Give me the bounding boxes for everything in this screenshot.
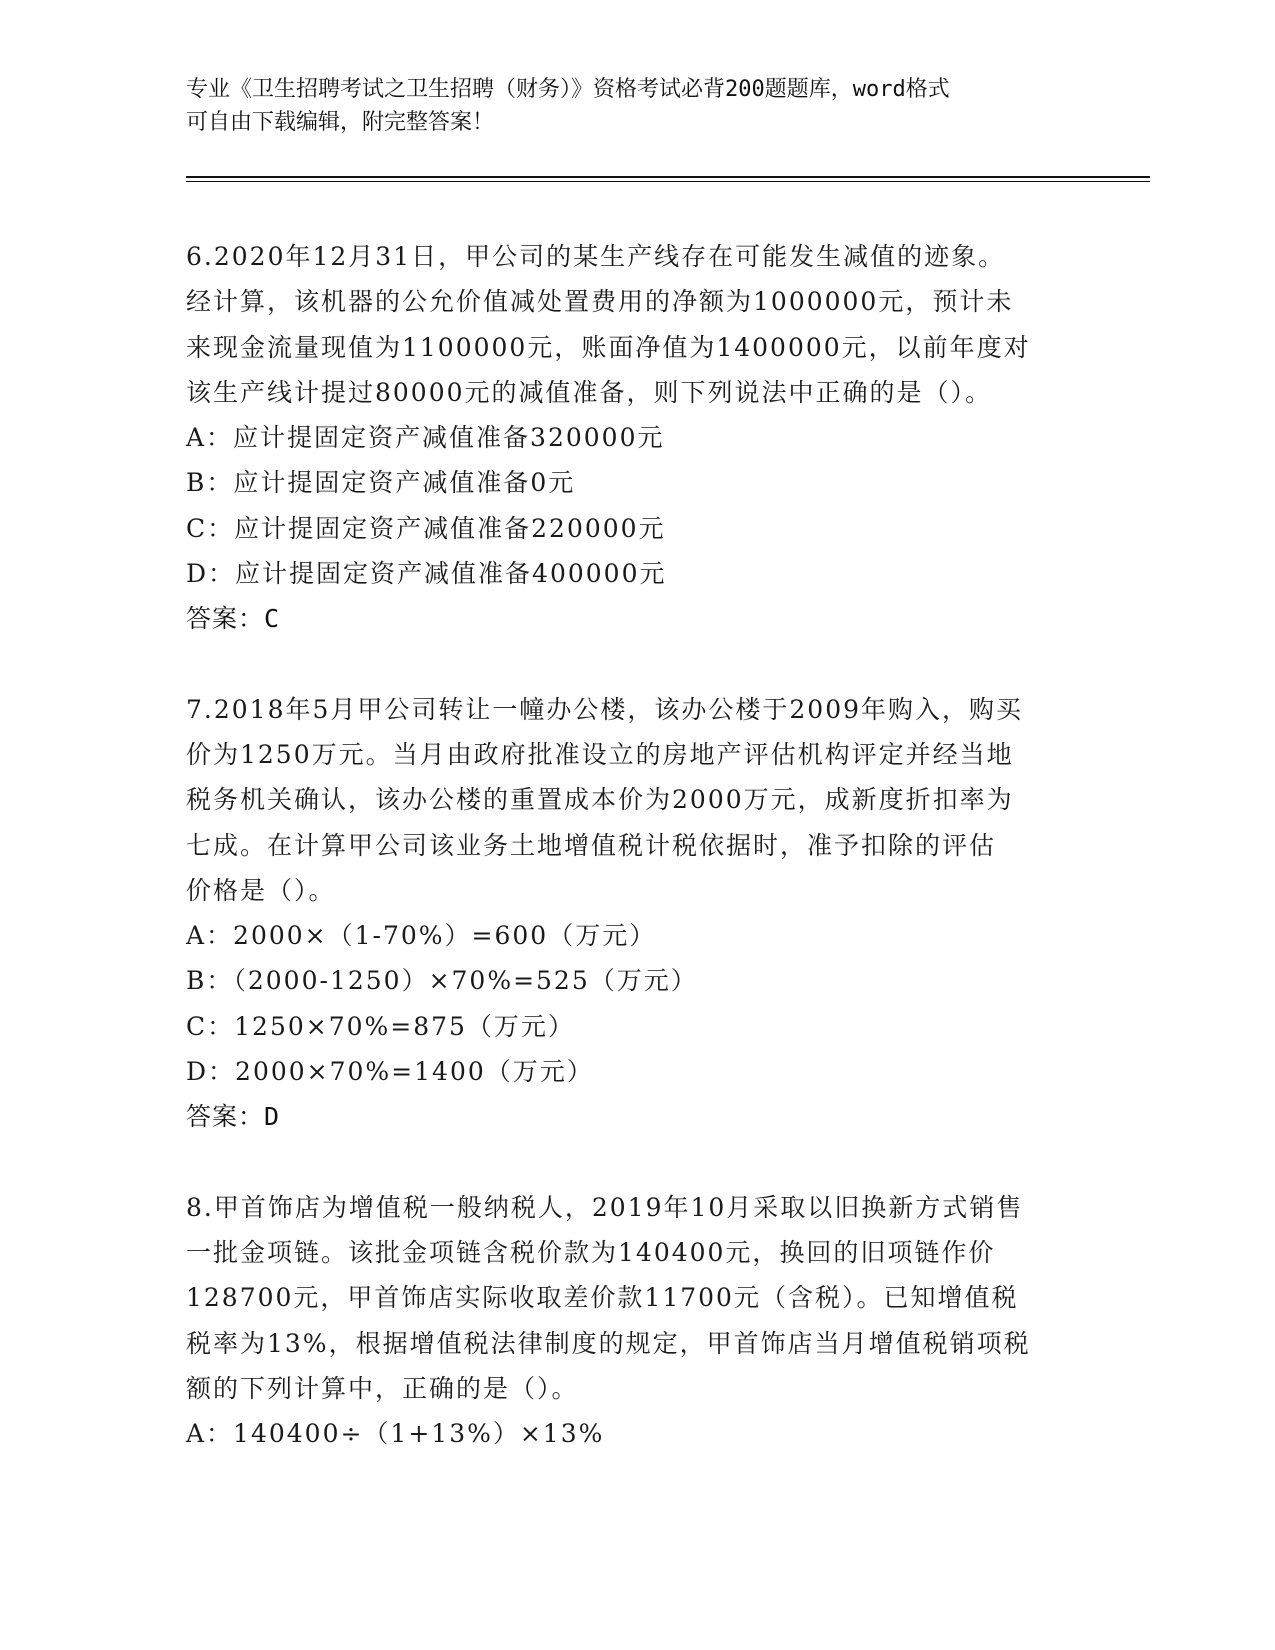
- question-stem-line: 价格是（）。: [186, 875, 336, 905]
- question-stem-line: 税率为13%，根据增值税法律制度的规定，甲首饰店当月增值税销项税: [186, 1328, 1031, 1358]
- header-title-line-2: 可自由下载编辑，附完整答案！: [186, 110, 495, 135]
- question-stem-line: 8.甲首饰店为增值税一般纳税人，2019年10月采取以旧换新方式销售: [186, 1192, 1024, 1222]
- option-a: A：2000×（1-70%）=600（万元）: [186, 921, 657, 951]
- option-c: C：1250×70%=875（万元）: [186, 1011, 575, 1041]
- question-stem-line: 一批金项链。该批金项链含税价款为140400元，换回的旧项链作价: [186, 1237, 996, 1267]
- question-stem-line: 经计算，该机器的公允价值减处置费用的净额为1000000元，预计未: [186, 287, 1014, 317]
- question-stem-line: 该生产线计提过80000元的减值准备，则下列说法中正确的是（）。: [186, 377, 993, 407]
- question-6: [186, 234, 1086, 642]
- question-stem-line: 税务机关确认，该办公楼的重置成本价为2000万元，成新度折扣率为: [186, 785, 1014, 815]
- question-stem-line: 来现金流量现值为1100000元，账面净值为1400000元，以前年度对: [186, 332, 1031, 362]
- header-divider-thin: [186, 181, 1150, 182]
- option-c: C：应计提固定资产减值准备220000元: [186, 513, 666, 543]
- question-stem-line: 七成。在计算甲公司该业务土地增值税计税依据时，准予扣除的评估: [186, 830, 997, 860]
- option-a: A：140400÷（1+13%）×13%: [186, 1419, 605, 1449]
- answer-line: 答案：C: [186, 604, 281, 634]
- question-stem-line: 价为1250万元。当月由政府批准设立的房地产评估机构评定并经当地: [186, 739, 1014, 769]
- option-d: D：应计提固定资产减值准备400000元: [186, 559, 667, 589]
- question-8: [186, 1185, 1086, 1457]
- question-7: [186, 687, 1086, 1140]
- spacer: [186, 1140, 1086, 1185]
- question-stem-line: 128700元，甲首饰店实际收取差价款11700元（含税）。已知增值税: [186, 1283, 1019, 1313]
- question-stem-line: 7.2018年5月甲公司转让一幢办公楼，该办公楼于2009年购入，购买: [186, 694, 1024, 724]
- document-header: [186, 73, 1066, 139]
- header-title-line-1: 专业《卫生招聘考试之卫生招聘（财务）》资格考试必背200题题库，word格式: [186, 77, 950, 102]
- question-stem-line: 额的下列计算中，正确的是（）。: [186, 1373, 579, 1403]
- answer-line: 答案：D: [186, 1102, 281, 1132]
- option-b: B：应计提固定资产减值准备0元: [186, 468, 576, 498]
- option-d: D：2000×70%=1400（万元）: [186, 1057, 594, 1087]
- header-divider-thick: [186, 176, 1150, 178]
- spacer: [186, 642, 1086, 687]
- question-stem-line: 6.2020年12月31日，甲公司的某生产线存在可能发生减值的迹象。: [186, 242, 1006, 271]
- option-a: A：应计提固定资产减值准备320000元: [186, 423, 665, 453]
- option-b: B：（2000-1250）×70%=525（万元）: [186, 966, 698, 996]
- question-list: [186, 234, 1086, 1456]
